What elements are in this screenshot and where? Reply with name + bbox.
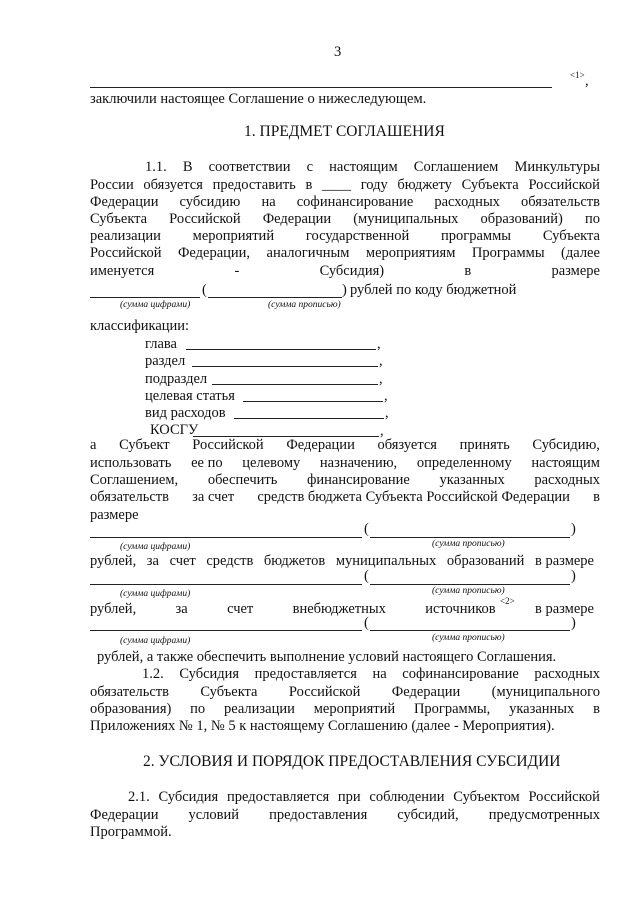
sum-digits-blank-3	[90, 584, 362, 585]
paren-open-1: (	[202, 282, 207, 298]
word: 1.1.	[145, 159, 167, 175]
paren-close-3: )	[571, 568, 576, 584]
section1-title: 1. ПРЕДМЕТ СОГЛАШЕНИЯ	[244, 123, 445, 140]
code-label-podrazdel: подраздел	[145, 371, 208, 387]
word: настоящим	[531, 455, 600, 471]
word: программы	[441, 228, 512, 244]
word: Субъекта	[200, 684, 258, 700]
code-label-glava: глава	[145, 336, 177, 352]
code-blank-podrazdel	[212, 384, 378, 385]
word: при	[337, 789, 361, 805]
word: софинансирование	[296, 194, 414, 210]
word: соблюдении	[369, 789, 445, 805]
word: Субсидия)	[319, 263, 385, 279]
code-comma-2: ,	[379, 371, 383, 387]
section2-title: 2. УСЛОВИЯ И ПОРЯДОК ПРЕДОСТАВЛЕНИЯ СУБСИДИИ	[143, 753, 561, 770]
word: расходных	[534, 472, 600, 488]
p21-line-0	[128, 789, 600, 806]
word: образования)	[90, 701, 172, 717]
word: Субсидию,	[532, 437, 600, 453]
word: предусмотренных	[488, 807, 600, 823]
word: указанных	[509, 701, 575, 717]
word: мероприятиям	[365, 245, 456, 261]
code-blank-target-article	[243, 401, 383, 402]
word: России	[90, 177, 134, 193]
sum-digits-blank-1	[90, 297, 200, 298]
p11-line-6	[90, 263, 600, 280]
header-blank-line	[90, 87, 552, 88]
word: Программы,	[413, 701, 491, 717]
code-comma-4: ,	[385, 405, 389, 421]
p12-line-1	[90, 684, 600, 701]
word: целевому	[242, 455, 301, 471]
p12-last-line: Приложениях № 1, № 5 к настоящему Соглашению (далее - Мероприятия).	[90, 718, 555, 734]
word: внебюджетных	[292, 601, 386, 617]
word: Федерации	[286, 437, 355, 453]
footnote-ref-1: <1>	[570, 70, 585, 80]
word: в	[593, 701, 600, 717]
word: Программы	[471, 245, 545, 261]
paren-open-2: (	[364, 521, 369, 537]
paren-close-1: )	[342, 282, 347, 298]
word: Российской	[528, 177, 600, 193]
p11-line-4	[90, 228, 600, 245]
label-sum-words-3: (сумма прописью)	[432, 586, 505, 596]
sum-words-blank-2	[370, 537, 570, 538]
label-sum-words-1: (сумма прописью)	[268, 300, 341, 310]
word: назначению,	[319, 455, 398, 471]
word: субсидию	[179, 194, 241, 210]
word: а	[90, 437, 97, 453]
word: обязательств	[521, 194, 600, 210]
word: Субъект	[119, 437, 170, 453]
p12-line-2	[90, 701, 600, 718]
paren-open-4: (	[364, 615, 369, 631]
word: средств	[206, 553, 254, 569]
label-sum-words-2: (сумма прописью)	[432, 539, 505, 549]
word: рублей,	[90, 553, 137, 569]
word: -	[234, 263, 240, 279]
pa-line-0	[90, 437, 600, 454]
word: счет	[169, 553, 196, 569]
p11-line-5	[90, 245, 600, 262]
sum-line-text: рублей по коду бюджетной	[350, 282, 517, 298]
word: за счет	[192, 489, 235, 505]
word: расходных	[534, 666, 600, 682]
word: источников	[425, 601, 496, 617]
word: обязательств	[90, 684, 169, 700]
word: реализации	[224, 701, 295, 717]
word: предоставить	[212, 177, 296, 193]
final-line: рублей, а также обеспечить выполнение условий настоящего Соглашения.	[97, 649, 557, 665]
size-word-1: размере	[90, 507, 139, 523]
label-sum-digits-2: (сумма цифрами)	[120, 542, 191, 552]
p11-line-1	[90, 177, 600, 194]
word: (муниципального	[491, 684, 600, 700]
word: предоставляется	[226, 789, 330, 805]
word: Субсидия	[179, 666, 240, 682]
word: 1.2.	[142, 666, 164, 682]
label-sum-digits-4: (сумма цифрами)	[120, 636, 191, 646]
sum-digits-blank-4	[90, 630, 362, 631]
word: рублей,	[90, 601, 137, 617]
word: обязательств	[90, 489, 169, 505]
word: расходных	[434, 194, 500, 210]
word: Федерации	[90, 807, 159, 823]
sum-digits-blank-2	[90, 537, 362, 538]
paren-close-2: )	[571, 521, 576, 537]
word: счет	[227, 601, 254, 617]
word: по	[584, 211, 600, 227]
word: на	[261, 194, 276, 210]
word: определенному	[416, 455, 512, 471]
sum-words-blank-4	[370, 630, 570, 631]
word: 2.1.	[128, 789, 150, 805]
pa-line-3	[90, 489, 600, 506]
p21-last-line: Программой.	[90, 824, 172, 840]
word: (муниципальных	[353, 211, 459, 227]
word: бюджету	[397, 177, 452, 193]
word: образований)	[480, 211, 563, 227]
code-blank-glava	[186, 349, 376, 350]
word: государственной	[305, 228, 410, 244]
word: образований	[446, 553, 525, 569]
code-label-target-article: целевая статья	[145, 388, 235, 404]
word: за	[175, 601, 188, 617]
p11-line-0	[145, 159, 600, 176]
word: Российской	[288, 684, 361, 700]
word: настоящим	[329, 159, 398, 175]
word: размере	[551, 263, 600, 279]
word: по	[190, 701, 206, 717]
word: Соглашением,	[90, 472, 179, 488]
word: Российской	[192, 437, 264, 453]
word: Федерации,	[177, 245, 251, 261]
sum-words-blank-3	[370, 584, 570, 585]
word: мероприятий	[313, 701, 396, 717]
classification-label: классификации:	[90, 318, 190, 334]
word: в размере	[535, 601, 594, 617]
code-blank-expense-type	[234, 418, 384, 419]
word: финансирование	[307, 472, 410, 488]
word: Российской	[169, 211, 241, 227]
sum-words-blank-1	[208, 297, 342, 298]
word: Федерации	[391, 684, 461, 700]
word: использовать	[90, 455, 172, 471]
word: обязуется	[143, 177, 203, 193]
p11-line-3	[90, 211, 600, 228]
word: средств бюджета Субъекта Российской Федерации	[257, 489, 570, 505]
code-label-kosgu: КОСГУ	[150, 422, 199, 438]
pa-line-2	[90, 472, 600, 489]
header-comma: ,	[585, 73, 589, 89]
p11-line-2	[90, 194, 600, 211]
municipal-line	[90, 553, 594, 570]
word: с	[306, 159, 314, 175]
word: в	[305, 177, 313, 193]
word: Субъекта	[461, 177, 519, 193]
word: Субъекта	[90, 211, 148, 227]
code-comma-1: ,	[379, 353, 383, 369]
p21-line-1	[90, 807, 600, 824]
word: субсидий,	[397, 807, 459, 823]
word: Федерации	[90, 194, 159, 210]
word: Субъектом	[453, 789, 520, 805]
word: в	[464, 263, 472, 279]
word: предоставляется	[254, 666, 357, 682]
word: в размере	[535, 553, 594, 569]
code-label-expense-type: вид расходов	[145, 405, 226, 421]
word: предоставления	[269, 807, 368, 823]
word: Российской	[528, 789, 600, 805]
pa-line-1	[90, 455, 600, 472]
p12-line-0	[142, 666, 600, 683]
code-blank-razdel	[192, 366, 378, 367]
word: софинансирование	[402, 666, 519, 682]
code-comma-3: ,	[384, 388, 388, 404]
label-sum-words-4: (сумма прописью)	[432, 633, 505, 643]
paren-close-4: )	[571, 615, 576, 631]
word: ее по	[191, 455, 223, 471]
word: Российской	[90, 245, 162, 261]
word: соответствии	[208, 159, 291, 175]
word: (далее	[561, 245, 600, 261]
code-comma-5: ,	[380, 423, 384, 439]
label-sum-digits-3: (сумма цифрами)	[120, 589, 191, 599]
code-comma-0: ,	[377, 336, 381, 352]
word: мероприятий	[192, 228, 275, 244]
extrabudget-line	[90, 601, 594, 618]
word: за	[146, 553, 159, 569]
word: Субъекта	[542, 228, 600, 244]
word: Федерации	[262, 211, 332, 227]
label-sum-digits-1: (сумма цифрами)	[120, 300, 191, 310]
word: в	[593, 489, 600, 505]
paren-open-3: (	[364, 568, 369, 584]
word: принять	[459, 437, 510, 453]
word: условий	[188, 807, 240, 823]
word: Соглашением	[413, 159, 499, 175]
word: году	[360, 177, 388, 193]
word: указанных	[439, 472, 505, 488]
word: бюджетов	[263, 553, 326, 569]
word: именуется	[90, 263, 155, 279]
word: В	[182, 159, 193, 175]
intro-line: заключили настоящее Соглашение о нижеследующем.	[90, 91, 427, 107]
code-label-razdel: раздел	[145, 353, 186, 369]
word: Минкультуры	[514, 159, 600, 175]
word: ____	[322, 177, 351, 193]
word: обязуется	[377, 437, 437, 453]
footnote-ref-2: <2>	[500, 596, 515, 606]
word: реализации	[90, 228, 161, 244]
word: обеспечить	[207, 472, 278, 488]
word: на	[372, 666, 387, 682]
word: муниципальных	[335, 553, 437, 569]
word: аналогичным	[266, 245, 350, 261]
page-number: 3	[334, 44, 342, 60]
word: Субсидия	[158, 789, 219, 805]
